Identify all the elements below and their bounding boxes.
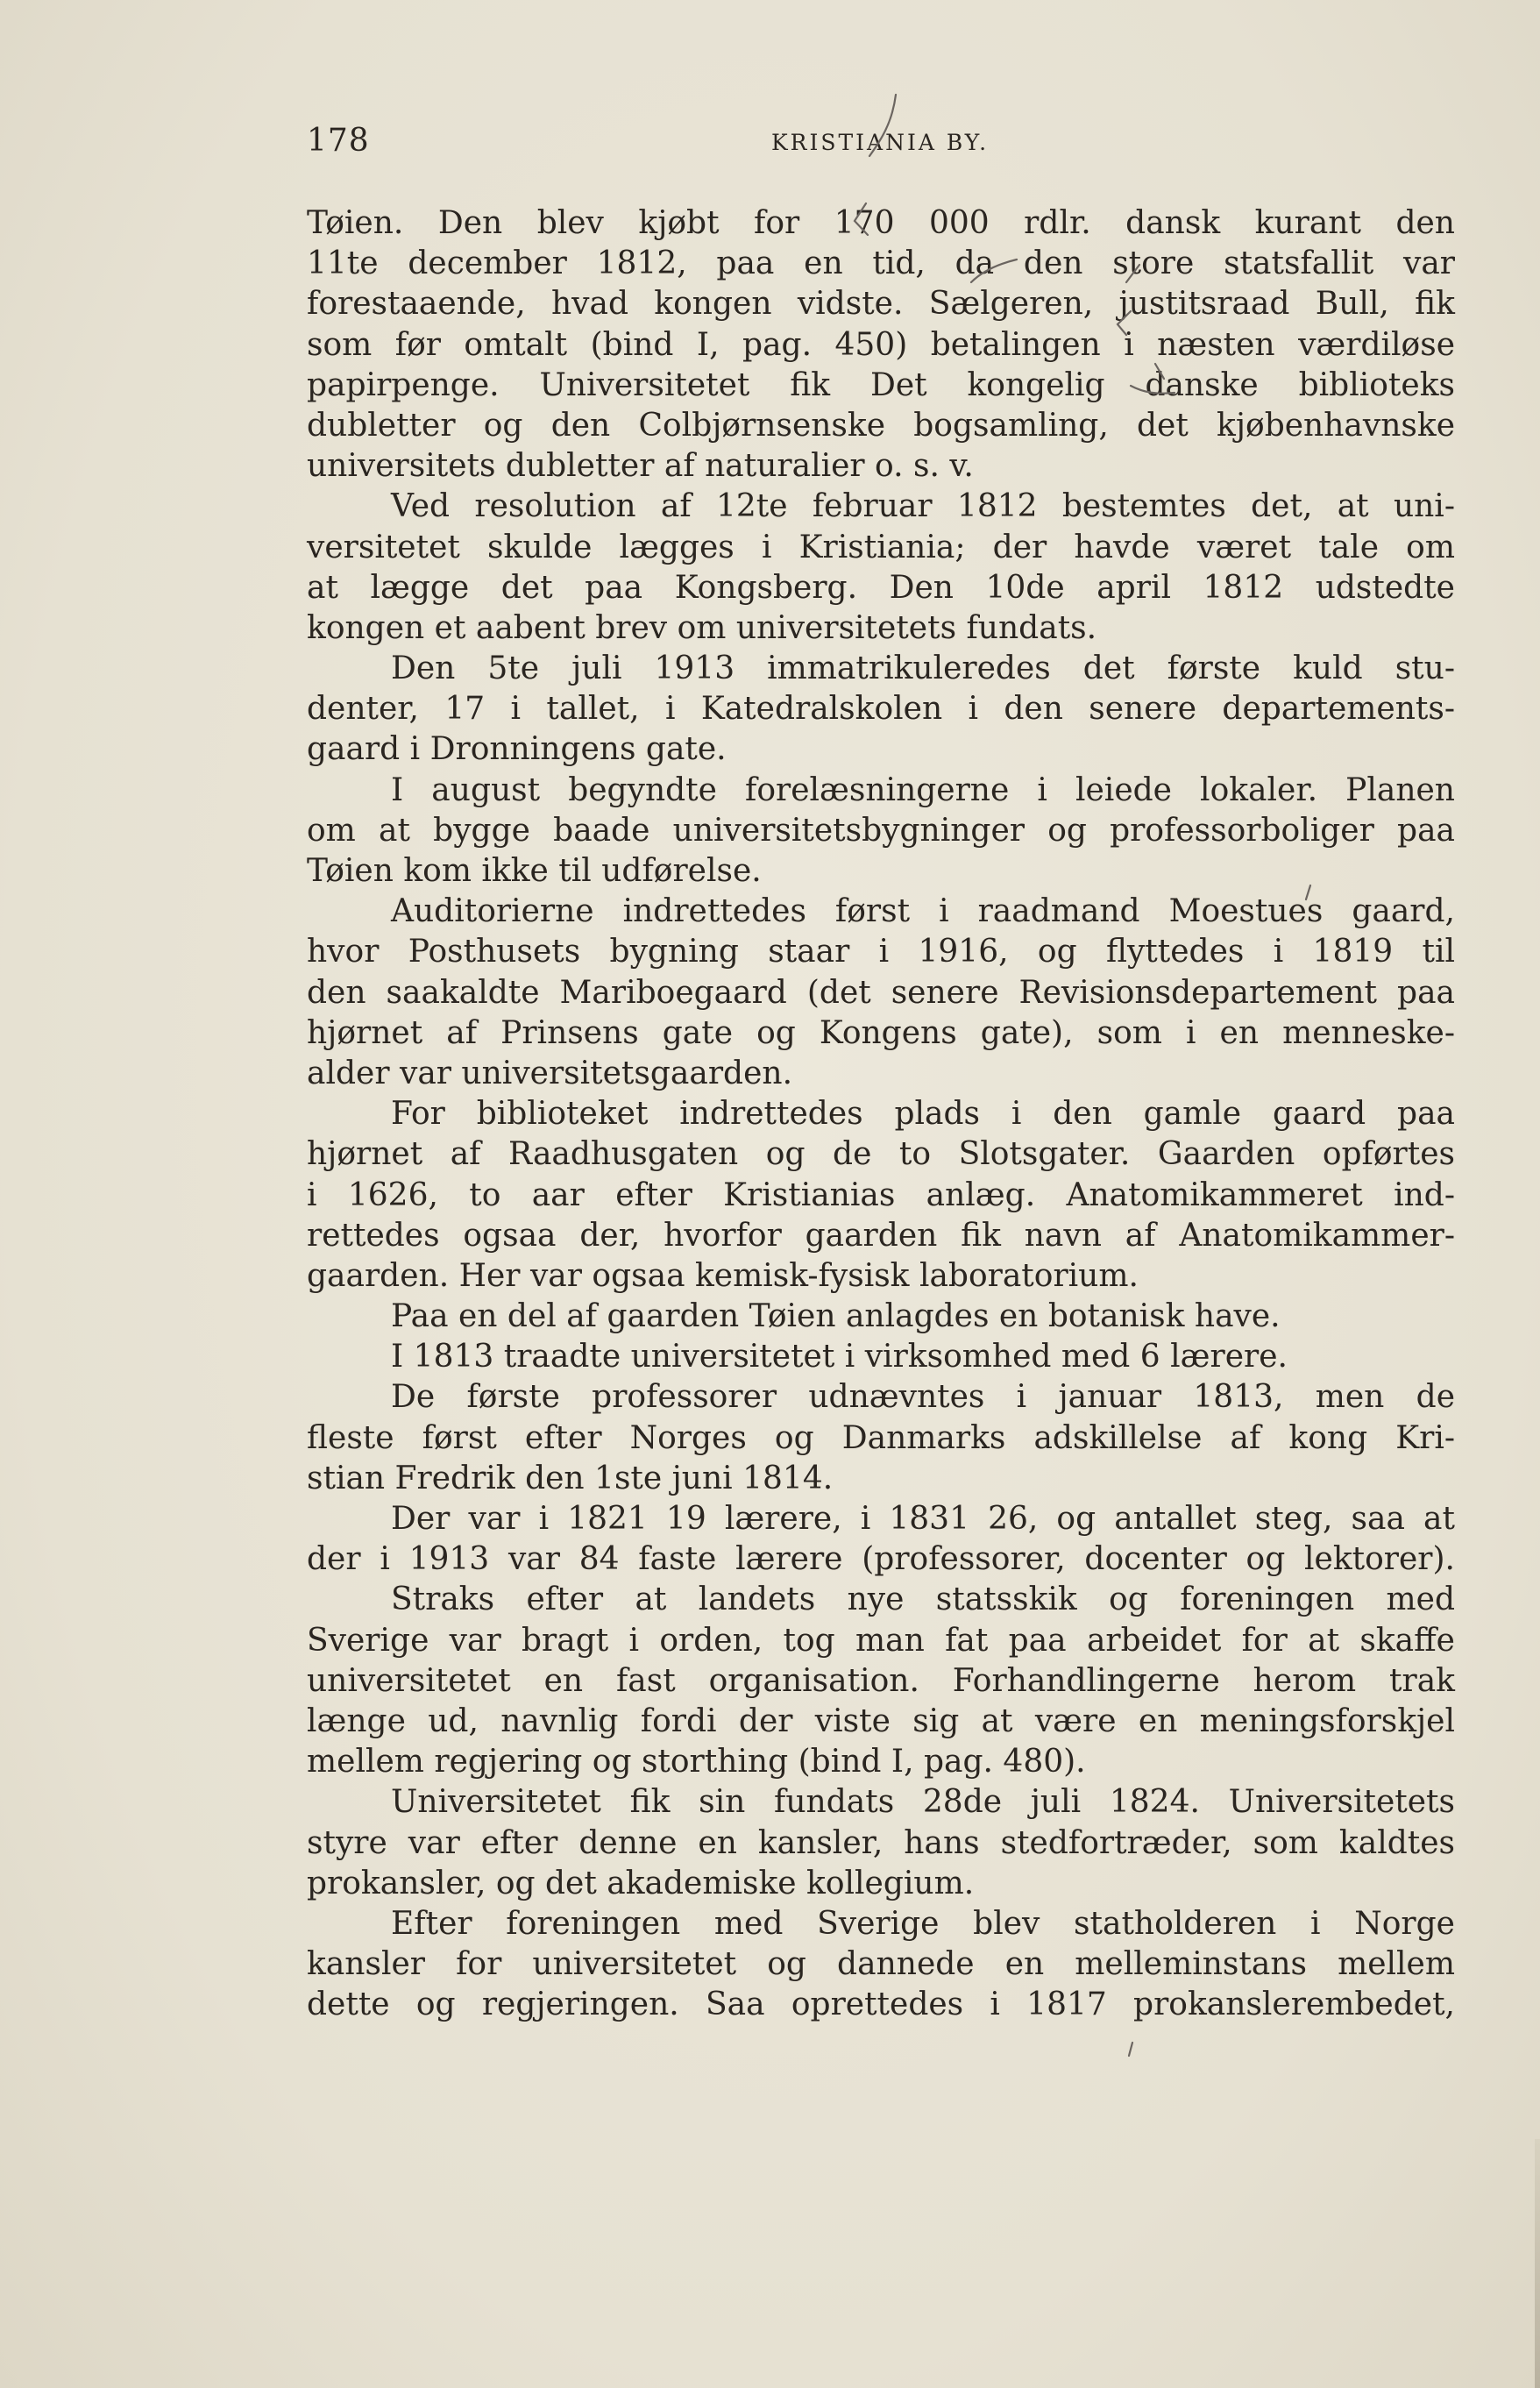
text-line: I august begyndte forelæsningerne i leiede lokaler. Planen [391,771,1455,808]
page-edge-shadow [1535,2139,1540,2388]
text-line: Der var i 1821 19 lærere, i 1831 26, og antallet steg, saa at [391,1501,1455,1537]
text-line: gaard i Dronningens gate. [307,731,727,768]
text-line: i 1626, to aar efter Kristianias anlæg. Anatomikammeret ind- [307,1176,1455,1213]
text-line: at lægge det paa Kongsberg. Den 10de april 1812 udstedte [307,569,1455,606]
text-line: For biblioteket indrettedes plads i den gamle gaard paa [391,1096,1455,1133]
text-line: styre var efter denne en kansler, hans stedfortræder, som kaldtes [307,1824,1455,1861]
text-line: Tøien. Den blev kjøbt for 170 000 rdlr. dansk kurant den [307,205,1455,241]
page-header [307,123,1455,167]
text-line: Den 5te juli 1913 immatrikuleredes det første kuld stu- [391,650,1455,687]
text-line: om at bygge baade universitetsbygninger og professorboliger paa [307,812,1455,849]
page-number: 178 [307,123,370,159]
text-line: der i 1913 var 84 faste lærere (professorer, docenter og lektorer). [307,1541,1455,1578]
text-line: hjørnet af Raadhusgaten og de to Slotsgater. Gaarden opførtes [307,1136,1455,1173]
text-line: gaarden. Her var ogsaa kemisk-fysisk laboratorium. [307,1257,1139,1294]
text-line: dubletter og den Colbjørnsenske bogsamling, det kjøbenhavnske [307,407,1455,444]
text-line: Sverige var bragt i orden, tog man fat paa arbeidet for at skaffe [307,1622,1455,1659]
text-line: I 1813 traadte universitetet i virksomhed med 6 lærere. [391,1339,1288,1375]
text-line: rettedes ogsaa der, hvorfor gaarden fik navn af Anatomikammer- [307,1217,1455,1254]
text-line: hvor Posthusets bygning staar i 1916, og flyttedes i 1819 til [307,934,1455,970]
text-line: som før omtalt (bind I, pag. 450) betalingen i næsten værdiløse [307,326,1455,363]
running-title: KRISTIANIA BY. [771,130,990,155]
text-line: 11te december 1812, paa en tid, da den store statsfallit var [307,245,1455,282]
text-line: Ved resolution af 12te februar 1812 bestemtes det, at uni- [391,488,1455,525]
text-line: hjørnet af Prinsens gate og Kongens gate), som i en menneske- [307,1014,1455,1051]
text-line: prokansler, og det akademiske kollegium. [307,1865,975,1901]
text-line: universitets dubletter af naturalier o. s. v. [307,448,974,485]
text-line: stian Fredrik den 1ste juni 1814. [307,1460,834,1496]
text-line: versitetet skulde lægges i Kristiania; der havde været tale om [307,529,1455,565]
text-line: denter, 17 i tallet, i Katedralskolen i den senere departements- [307,691,1455,728]
text-line: mellem regjering og storthing (bind I, pag. 480). [307,1744,1086,1780]
text-line: den saakaldte Mariboegaard (det senere Revisionsdepartement paa [307,974,1455,1011]
text-line: alder var universitetsgaarden. [307,1055,793,1091]
text-line: kansler for universitetet og dannede en melleminstans mellem [307,1946,1455,1983]
text-line: Efter foreningen med Sverige blev statholderen i Norge [391,1905,1455,1942]
text-line: Tøien kom ikke til udførelse. [307,853,762,889]
text-line: dette og regjeringen. Saa oprettedes i 1817 prokanslerembedet, [307,1986,1455,2023]
text-line: Straks efter at landets nye statsskik og foreningen med [391,1581,1455,1618]
text-line: forestaaende, hvad kongen vidste. Sælgeren, justitsraad Bull, fik [307,286,1455,323]
text-line: Paa en del af gaarden Tøien anlagdes en botanisk have. [391,1298,1281,1335]
text-line: Universitetet fik sin fundats 28de juli 1824. Universitetets [391,1784,1455,1821]
text-line: De første professorer udnævntes i januar 1813, men de [391,1379,1455,1416]
body-text [307,203,1455,2025]
text-line: papirpenge. Universitetet fik Det kongelig danske biblioteks [307,366,1455,403]
text-line: længe ud, navnlig fordi der viste sig at være en meningsforskjel [307,1702,1455,1739]
text-line: fleste først efter Norges og Danmarks adskillelse af kong Kri- [307,1419,1455,1456]
text-line: Auditorierne indrettedes først i raadmand Moestues gaard, [391,893,1455,930]
text-line: kongen et aabent brev om universitetets fundats. [307,609,1097,646]
text-line: universitetet en fast organisation. Forhandlingerne herom trak [307,1662,1455,1699]
pencil-stroke [1129,2043,1132,2056]
